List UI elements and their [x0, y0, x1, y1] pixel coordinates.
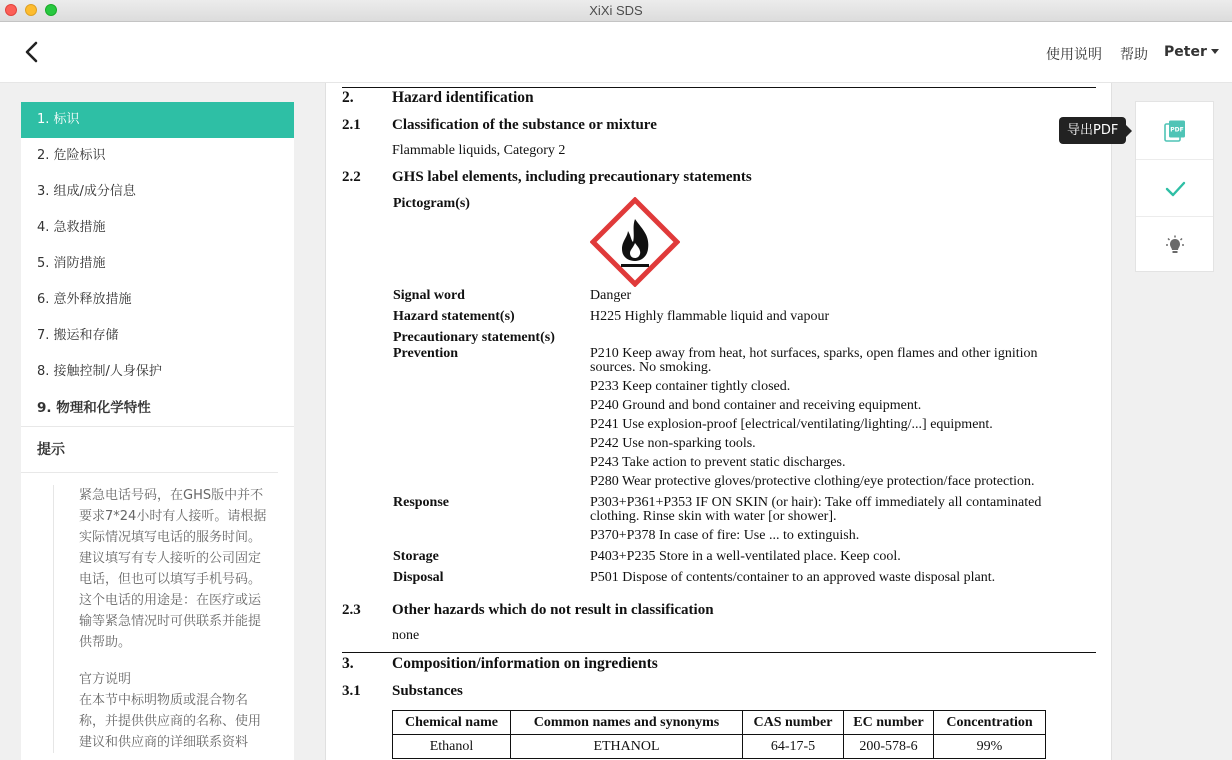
subsection-title: Substances [392, 683, 463, 699]
prevention-statement: P242 Use non-sparking tools. [590, 436, 756, 451]
response-label: Response [393, 495, 450, 510]
signal-word-value: Danger [590, 288, 632, 303]
table-cell: 99% [934, 735, 1046, 759]
table-cell: 200-578-6 [844, 735, 934, 759]
sds-document [325, 83, 1112, 760]
response-statement: P370+P378 In case of fire: Use ... to extinguish. [590, 528, 860, 543]
response-statement: P303+P361+P353 IF ON SKIN (or hair): Take off immediately all contaminated clothing. Rinse skin with water [or shower]. [590, 495, 1042, 524]
precautionary-label: Precautionary statement(s) [393, 330, 555, 345]
window-title: XiXi SDS [589, 3, 643, 18]
hazard-statement-label: Hazard statement(s) [393, 309, 515, 324]
tips-official-title: 官方说明 [79, 672, 132, 687]
storage-label: Storage [393, 549, 439, 564]
sidebar-item-handling-storage[interactable]: 7. 搬运和存储 [37, 328, 119, 343]
subsection-title: Classification of the substance or mixture [392, 117, 657, 133]
tips-official-text: 在本节中标明物质或混合物名称，并提供供应商的名称、使用建议和供应商的详细联系资料 [79, 693, 262, 750]
tips-panel [21, 426, 294, 753]
table-cell: ETHANOL [511, 735, 743, 759]
table-header-cell: Concentration [934, 711, 1046, 735]
subsection-number: 2.1 [342, 117, 361, 133]
tips-body [53, 485, 278, 753]
sidebar-item-first-aid[interactable]: 4. 急救措施 [37, 220, 106, 235]
prevention-statement: P240 Ground and bond container and receiving equipment. [590, 398, 922, 413]
manual-link[interactable]: 使用说明 [1046, 47, 1102, 63]
tool-panel [1135, 101, 1214, 272]
prevention-statement: P210 Keep away from heat, hot surfaces, sparks, open flames and other ignition sources. No smoking. [590, 346, 1038, 375]
signal-word-label: Signal word [393, 288, 465, 303]
section-sidebar [21, 102, 294, 760]
export-pdf-button[interactable] [1136, 102, 1213, 159]
pdf-icon-text: PDF [1170, 126, 1184, 134]
subsection-number: 2.2 [342, 169, 361, 185]
subsection-number: 3.1 [342, 683, 361, 699]
section-divider [342, 87, 1096, 88]
other-hazards-text: none [392, 628, 420, 643]
prevention-statement: P233 Keep container tightly closed. [590, 379, 791, 394]
table-row [393, 735, 1046, 759]
user-menu[interactable] [1164, 44, 1219, 60]
section-title: Composition/information on ingredients [392, 655, 658, 672]
prevention-statement: P243 Take action to prevent static discharges. [590, 455, 846, 470]
user-name: Peter [1164, 44, 1207, 60]
tips-paragraph: 紧急电话号码，在GHS版中并不要求7*24小时有人接听。请根据实际情况填写电话的服务时间。建议填写有专人接听的公司固定电话，但也可以填写手机号码。这个电话的用途是：在医疗或运输等紧急情况时可供联系并能提供帮助。 [79, 488, 267, 650]
prevention-statement: P241 Use explosion-proof [electrical/ventilating/lighting/...] equipment. [590, 417, 993, 432]
section-divider [342, 652, 1096, 653]
subsection-title: Other hazards which do not result in classification [392, 602, 714, 618]
table-cell: Ethanol [393, 735, 511, 759]
validate-button[interactable] [1136, 159, 1213, 216]
lightbulb-icon [1164, 235, 1186, 257]
disposal-label: Disposal [393, 570, 444, 585]
tips-button[interactable] [1136, 216, 1213, 273]
sidebar-item-identification[interactable]: 1. 标识 [21, 102, 294, 138]
table-cell: 64-17-5 [743, 735, 844, 759]
caret-down-icon [1211, 49, 1219, 54]
table-header-row [393, 711, 1046, 735]
export-pdf-tooltip: 导出PDF [1059, 117, 1126, 144]
section-number: 3. [342, 655, 354, 672]
prevention-statement: P280 Wear protective gloves/protective clothing/eye protection/face protection. [590, 474, 1035, 489]
help-link[interactable]: 帮助 [1120, 47, 1148, 63]
subsection-title: GHS label elements, including precautionary statements [392, 169, 752, 185]
tips-title: 提示 [21, 427, 278, 473]
sidebar-item-exposure-controls[interactable]: 8. 接触控制/人身保护 [37, 364, 162, 379]
window-titlebar [0, 0, 1232, 22]
sidebar-item-accidental-release[interactable]: 6. 意外释放措施 [37, 292, 132, 307]
storage-statement: P403+P235 Store in a well-ventilated place. Keep cool. [590, 549, 901, 564]
flame-pictogram-icon [590, 197, 680, 287]
checkmark-icon [1164, 178, 1186, 200]
section-title: Hazard identification [392, 89, 534, 106]
sidebar-item-physical-properties[interactable]: 9. 物理和化学特性 [37, 400, 151, 416]
pictogram-label: Pictogram(s) [393, 196, 470, 211]
app-header [0, 22, 1232, 83]
disposal-statement: P501 Dispose of contents/container to an approved waste disposal plant. [590, 570, 996, 585]
chevron-left-icon [22, 40, 42, 64]
sidebar-item-firefighting[interactable]: 5. 消防措施 [37, 256, 106, 271]
subsection-number: 2.3 [342, 602, 361, 618]
prevention-label: Prevention [393, 346, 459, 361]
table-header-cell: EC number [844, 711, 934, 735]
table-header-cell: Common names and synonyms [511, 711, 743, 735]
back-button[interactable] [22, 40, 42, 64]
table-header-cell: CAS number [743, 711, 844, 735]
sidebar-item-hazards[interactable]: 2. 危险标识 [37, 148, 106, 163]
pdf-icon [1164, 120, 1186, 142]
substances-table [392, 710, 1046, 759]
table-header-cell: Chemical name [393, 711, 511, 735]
sidebar-item-composition[interactable]: 3. 组成/成分信息 [37, 184, 136, 199]
section-number: 2. [342, 89, 354, 106]
hazard-statement-value: H225 Highly flammable liquid and vapour [590, 309, 830, 324]
classification-text: Flammable liquids, Category 2 [392, 143, 566, 158]
